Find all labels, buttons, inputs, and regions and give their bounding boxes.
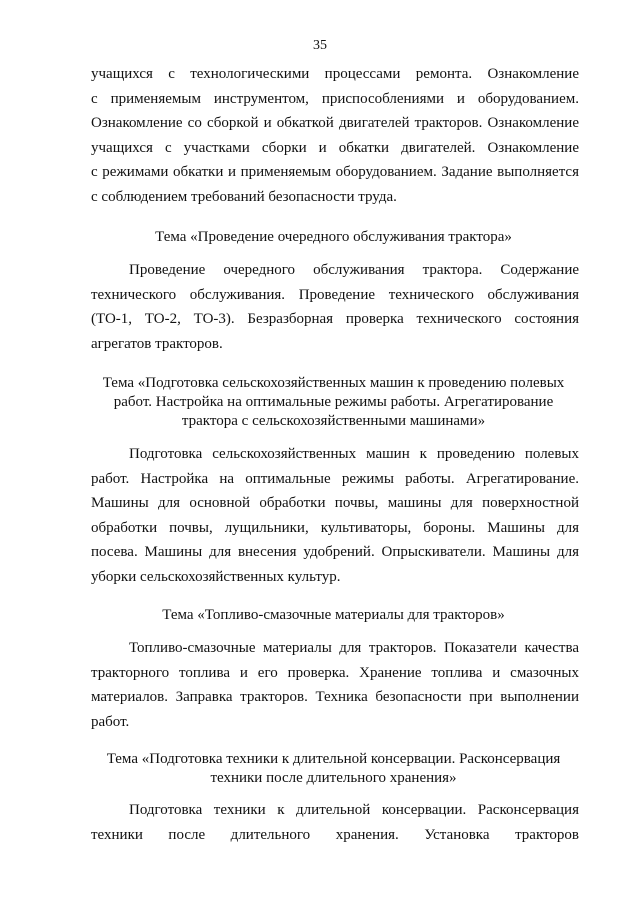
heading-line: Тема «Топливо-смазочные материалы для тракторов» [162, 607, 505, 623]
paragraph-line: с применяемым инструментом, приспособлениями и оборудованием. [91, 90, 579, 107]
heading-line: работ. Настройка на оптимальные режимы работы. Агрегатирование [113, 394, 554, 410]
heading-line: трактора с сельскохозяйственными машинами» [181, 413, 486, 429]
paragraph-line: обработки почвы, лущильники, культиваторы, бороны. Машины для [91, 519, 579, 536]
paragraph-line: работ. Настройка на оптимальные режимы работы. Агрегатирование. [91, 470, 579, 487]
paragraph-line: техники после длительного хранения. Установка тракторов [91, 826, 579, 843]
heading-line: техники после длительного хранения» [210, 770, 457, 786]
heading-line: Тема «Проведение очередного обслуживания трактора» [155, 229, 512, 245]
paragraph-line: (ТО-1, ТО-2, ТО-3). Безразборная проверка технического состояния [91, 311, 579, 328]
paragraph-line: материалов. Заправка тракторов. Техника безопасности при выполнении [91, 689, 579, 706]
page-number: 35 [313, 38, 327, 53]
intro-paragraph [91, 62, 579, 210]
paragraph-line: уборки сельскохозяйственных культур. [91, 568, 341, 585]
paragraph-line: Топливо-смазочные материалы для тракторов. Показатели качества [129, 640, 579, 656]
paragraph-line: учащихся с технологическими процессами ремонта. Ознакомление [91, 66, 579, 82]
paragraph-line: Машины для основной обработки почвы, машины для поверхностной [91, 495, 579, 512]
paragraph-line: посева. Машины для внесения удобрений. Опрыскиватели. Машины для [91, 544, 579, 561]
paragraph-line: технического обслуживания. Проведение технического обслуживания [91, 286, 579, 303]
paragraph-line: тракторного топлива и его проверка. Хранение топлива и смазочных [91, 664, 579, 681]
heading-line: Тема «Подготовка техники к длительной консервации. Расконсервация [106, 751, 561, 767]
paragraph-line: учащихся с участками сборки и обкатки двигателей. Ознакомление [91, 139, 579, 156]
paragraph-line: работ. [91, 713, 130, 730]
section-paragraph [91, 636, 579, 734]
paragraph-line: с режимами обкатки и применяемым оборудованием. Задание выполняется [91, 164, 579, 181]
section-heading [86, 750, 581, 788]
paragraph-line: с соблюдением требований безопасности труда. [91, 188, 397, 205]
paragraph-line: Подготовка сельскохозяйственных машин к проведению полевых [129, 446, 579, 462]
section-heading [86, 228, 581, 247]
section-heading [86, 374, 581, 431]
section-heading [86, 606, 581, 625]
section-paragraph [91, 798, 579, 847]
section-paragraph [91, 258, 579, 356]
heading-line: Тема «Подготовка сельскохозяйственных машин к проведению полевых [102, 375, 565, 391]
paragraph-line: агрегатов тракторов. [91, 335, 223, 352]
paragraph-line: Проведение очередного обслуживания трактора. Содержание [129, 262, 579, 278]
paragraph-line: Подготовка техники к длительной консервации. Расконсервация [129, 802, 579, 818]
paragraph-line: Ознакомление со сборкой и обкаткой двигателей тракторов. Ознакомление [91, 115, 579, 132]
section-paragraph [91, 442, 579, 590]
